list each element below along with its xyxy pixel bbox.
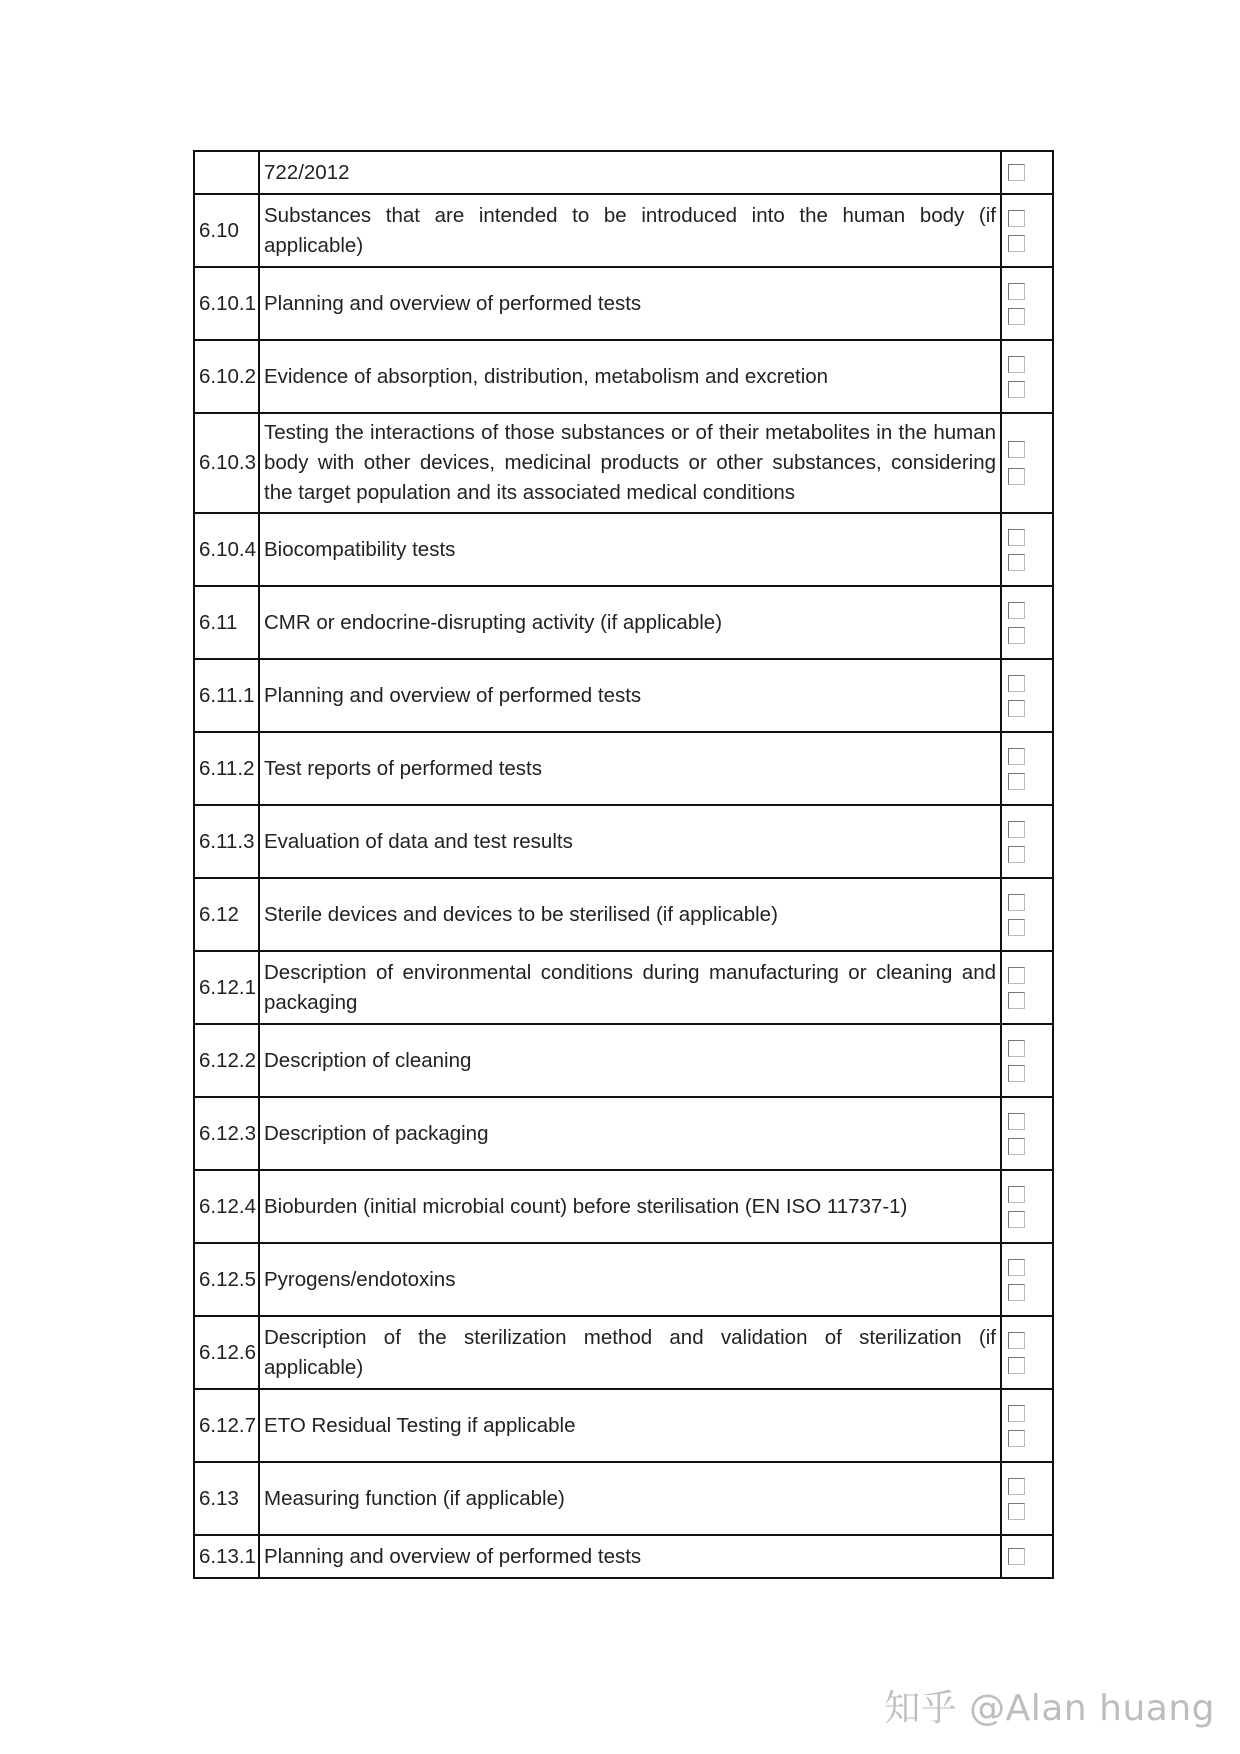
checkbox[interactable]	[1008, 748, 1025, 765]
section-description: Description of environmental conditions during manufacturing or cleaning and packaging	[259, 951, 1001, 1024]
checkbox[interactable]	[1008, 210, 1025, 227]
checkbox-cell	[1001, 1316, 1053, 1389]
checkbox[interactable]	[1008, 700, 1025, 717]
checklist-table	[193, 150, 1054, 1579]
checkbox[interactable]	[1008, 894, 1025, 911]
section-description: Measuring function (if applicable)	[259, 1462, 1001, 1535]
checkbox[interactable]	[1008, 356, 1025, 373]
checkbox[interactable]	[1008, 1065, 1025, 1082]
checkbox[interactable]	[1008, 1332, 1025, 1349]
table-row	[194, 151, 1053, 194]
section-description: Pyrogens/endotoxins	[259, 1243, 1001, 1316]
table-row	[194, 1170, 1053, 1243]
checkbox[interactable]	[1008, 1040, 1025, 1057]
section-description: Evaluation of data and test results	[259, 805, 1001, 878]
checkbox[interactable]	[1008, 164, 1025, 181]
checkbox-cell	[1001, 194, 1053, 267]
checkbox[interactable]	[1008, 992, 1025, 1009]
section-number: 6.10.2	[194, 340, 259, 413]
table-row	[194, 413, 1053, 513]
checkbox[interactable]	[1008, 283, 1025, 300]
checkbox[interactable]	[1008, 1259, 1025, 1276]
checkbox[interactable]	[1008, 1503, 1025, 1520]
checkbox-cell	[1001, 1097, 1053, 1170]
checkbox[interactable]	[1008, 1478, 1025, 1495]
checkbox[interactable]	[1008, 846, 1025, 863]
table-row	[194, 805, 1053, 878]
section-number: 6.10	[194, 194, 259, 267]
section-description: Planning and overview of performed tests	[259, 1535, 1001, 1578]
section-description: Evidence of absorption, distribution, metabolism and excretion	[259, 340, 1001, 413]
section-number: 6.11.3	[194, 805, 259, 878]
table-row	[194, 878, 1053, 951]
section-number: 6.13	[194, 1462, 259, 1535]
checkbox[interactable]	[1008, 1186, 1025, 1203]
checkbox-cell	[1001, 1243, 1053, 1316]
checkbox[interactable]	[1008, 529, 1025, 546]
section-number: 6.12.6	[194, 1316, 259, 1389]
checkbox-cell	[1001, 1462, 1053, 1535]
section-number: 6.13.1	[194, 1535, 259, 1578]
table-row	[194, 951, 1053, 1024]
table-row	[194, 194, 1053, 267]
section-description: Sterile devices and devices to be sterilised (if applicable)	[259, 878, 1001, 951]
checkbox-cell	[1001, 1024, 1053, 1097]
table-row	[194, 1243, 1053, 1316]
checkbox[interactable]	[1008, 554, 1025, 571]
checkbox[interactable]	[1008, 1284, 1025, 1301]
section-description: Description of packaging	[259, 1097, 1001, 1170]
section-number: 6.11.2	[194, 732, 259, 805]
table-row	[194, 586, 1053, 659]
checkbox-cell	[1001, 413, 1053, 513]
checkbox-cell	[1001, 732, 1053, 805]
section-number: 6.12.2	[194, 1024, 259, 1097]
section-number: 6.12.5	[194, 1243, 259, 1316]
checkbox[interactable]	[1008, 441, 1025, 458]
checklist-body	[194, 151, 1053, 1578]
checkbox[interactable]	[1008, 1548, 1025, 1565]
checkbox[interactable]	[1008, 602, 1025, 619]
table-row	[194, 513, 1053, 586]
section-description: Description of the sterilization method and validation of sterilization (if applicable)	[259, 1316, 1001, 1389]
checkbox[interactable]	[1008, 1211, 1025, 1228]
checkbox-cell	[1001, 340, 1053, 413]
section-number: 6.12.3	[194, 1097, 259, 1170]
table-row	[194, 1462, 1053, 1535]
table-row	[194, 1316, 1053, 1389]
checkbox[interactable]	[1008, 381, 1025, 398]
checkbox[interactable]	[1008, 308, 1025, 325]
table-row	[194, 1389, 1053, 1462]
checkbox-cell	[1001, 151, 1053, 194]
watermark: 知乎 @Alan huang	[884, 1688, 1215, 1729]
section-description: CMR or endocrine-disrupting activity (if applicable)	[259, 586, 1001, 659]
checkbox[interactable]	[1008, 675, 1025, 692]
section-number: 6.12.7	[194, 1389, 259, 1462]
section-description: Planning and overview of performed tests	[259, 267, 1001, 340]
section-number	[194, 151, 259, 194]
checkbox-cell	[1001, 805, 1053, 878]
section-description: Testing the interactions of those substances or of their metabolites in the human body with other devices, medicinal products or other substances, considering the target population and its associated medical conditions	[259, 413, 1001, 513]
checkbox[interactable]	[1008, 1113, 1025, 1130]
section-description: Test reports of performed tests	[259, 732, 1001, 805]
checkbox[interactable]	[1008, 1357, 1025, 1374]
checkbox-cell	[1001, 586, 1053, 659]
section-description: Bioburden (initial microbial count) before sterilisation (EN ISO 11737-1)	[259, 1170, 1001, 1243]
section-description: 722/2012	[259, 151, 1001, 194]
section-number: 6.11	[194, 586, 259, 659]
checkbox[interactable]	[1008, 919, 1025, 936]
section-description: Description of cleaning	[259, 1024, 1001, 1097]
checkbox-cell	[1001, 1170, 1053, 1243]
section-description: Planning and overview of performed tests	[259, 659, 1001, 732]
checkbox-cell	[1001, 513, 1053, 586]
table-row	[194, 1024, 1053, 1097]
checkbox[interactable]	[1008, 967, 1025, 984]
section-number: 6.11.1	[194, 659, 259, 732]
table-row	[194, 659, 1053, 732]
checkbox[interactable]	[1008, 821, 1025, 838]
section-number: 6.10.1	[194, 267, 259, 340]
table-row	[194, 1535, 1053, 1578]
checkbox[interactable]	[1008, 627, 1025, 644]
table-row	[194, 732, 1053, 805]
checkbox-cell	[1001, 951, 1053, 1024]
table-row	[194, 1097, 1053, 1170]
checkbox-cell	[1001, 267, 1053, 340]
checkbox[interactable]	[1008, 468, 1025, 485]
section-number: 6.12	[194, 878, 259, 951]
section-number: 6.12.1	[194, 951, 259, 1024]
section-description: Substances that are intended to be introduced into the human body (if applicable)	[259, 194, 1001, 267]
checkbox-cell	[1001, 659, 1053, 732]
checkbox[interactable]	[1008, 1405, 1025, 1422]
section-number: 6.10.3	[194, 413, 259, 513]
section-number: 6.12.4	[194, 1170, 259, 1243]
checkbox[interactable]	[1008, 235, 1025, 252]
checkbox[interactable]	[1008, 1138, 1025, 1155]
checkbox-cell	[1001, 1389, 1053, 1462]
checkbox-cell	[1001, 878, 1053, 951]
checkbox-cell	[1001, 1535, 1053, 1578]
section-description: Biocompatibility tests	[259, 513, 1001, 586]
table-row	[194, 267, 1053, 340]
section-description: ETO Residual Testing if applicable	[259, 1389, 1001, 1462]
checkbox[interactable]	[1008, 773, 1025, 790]
section-number: 6.10.4	[194, 513, 259, 586]
table-row	[194, 340, 1053, 413]
checkbox[interactable]	[1008, 1430, 1025, 1447]
